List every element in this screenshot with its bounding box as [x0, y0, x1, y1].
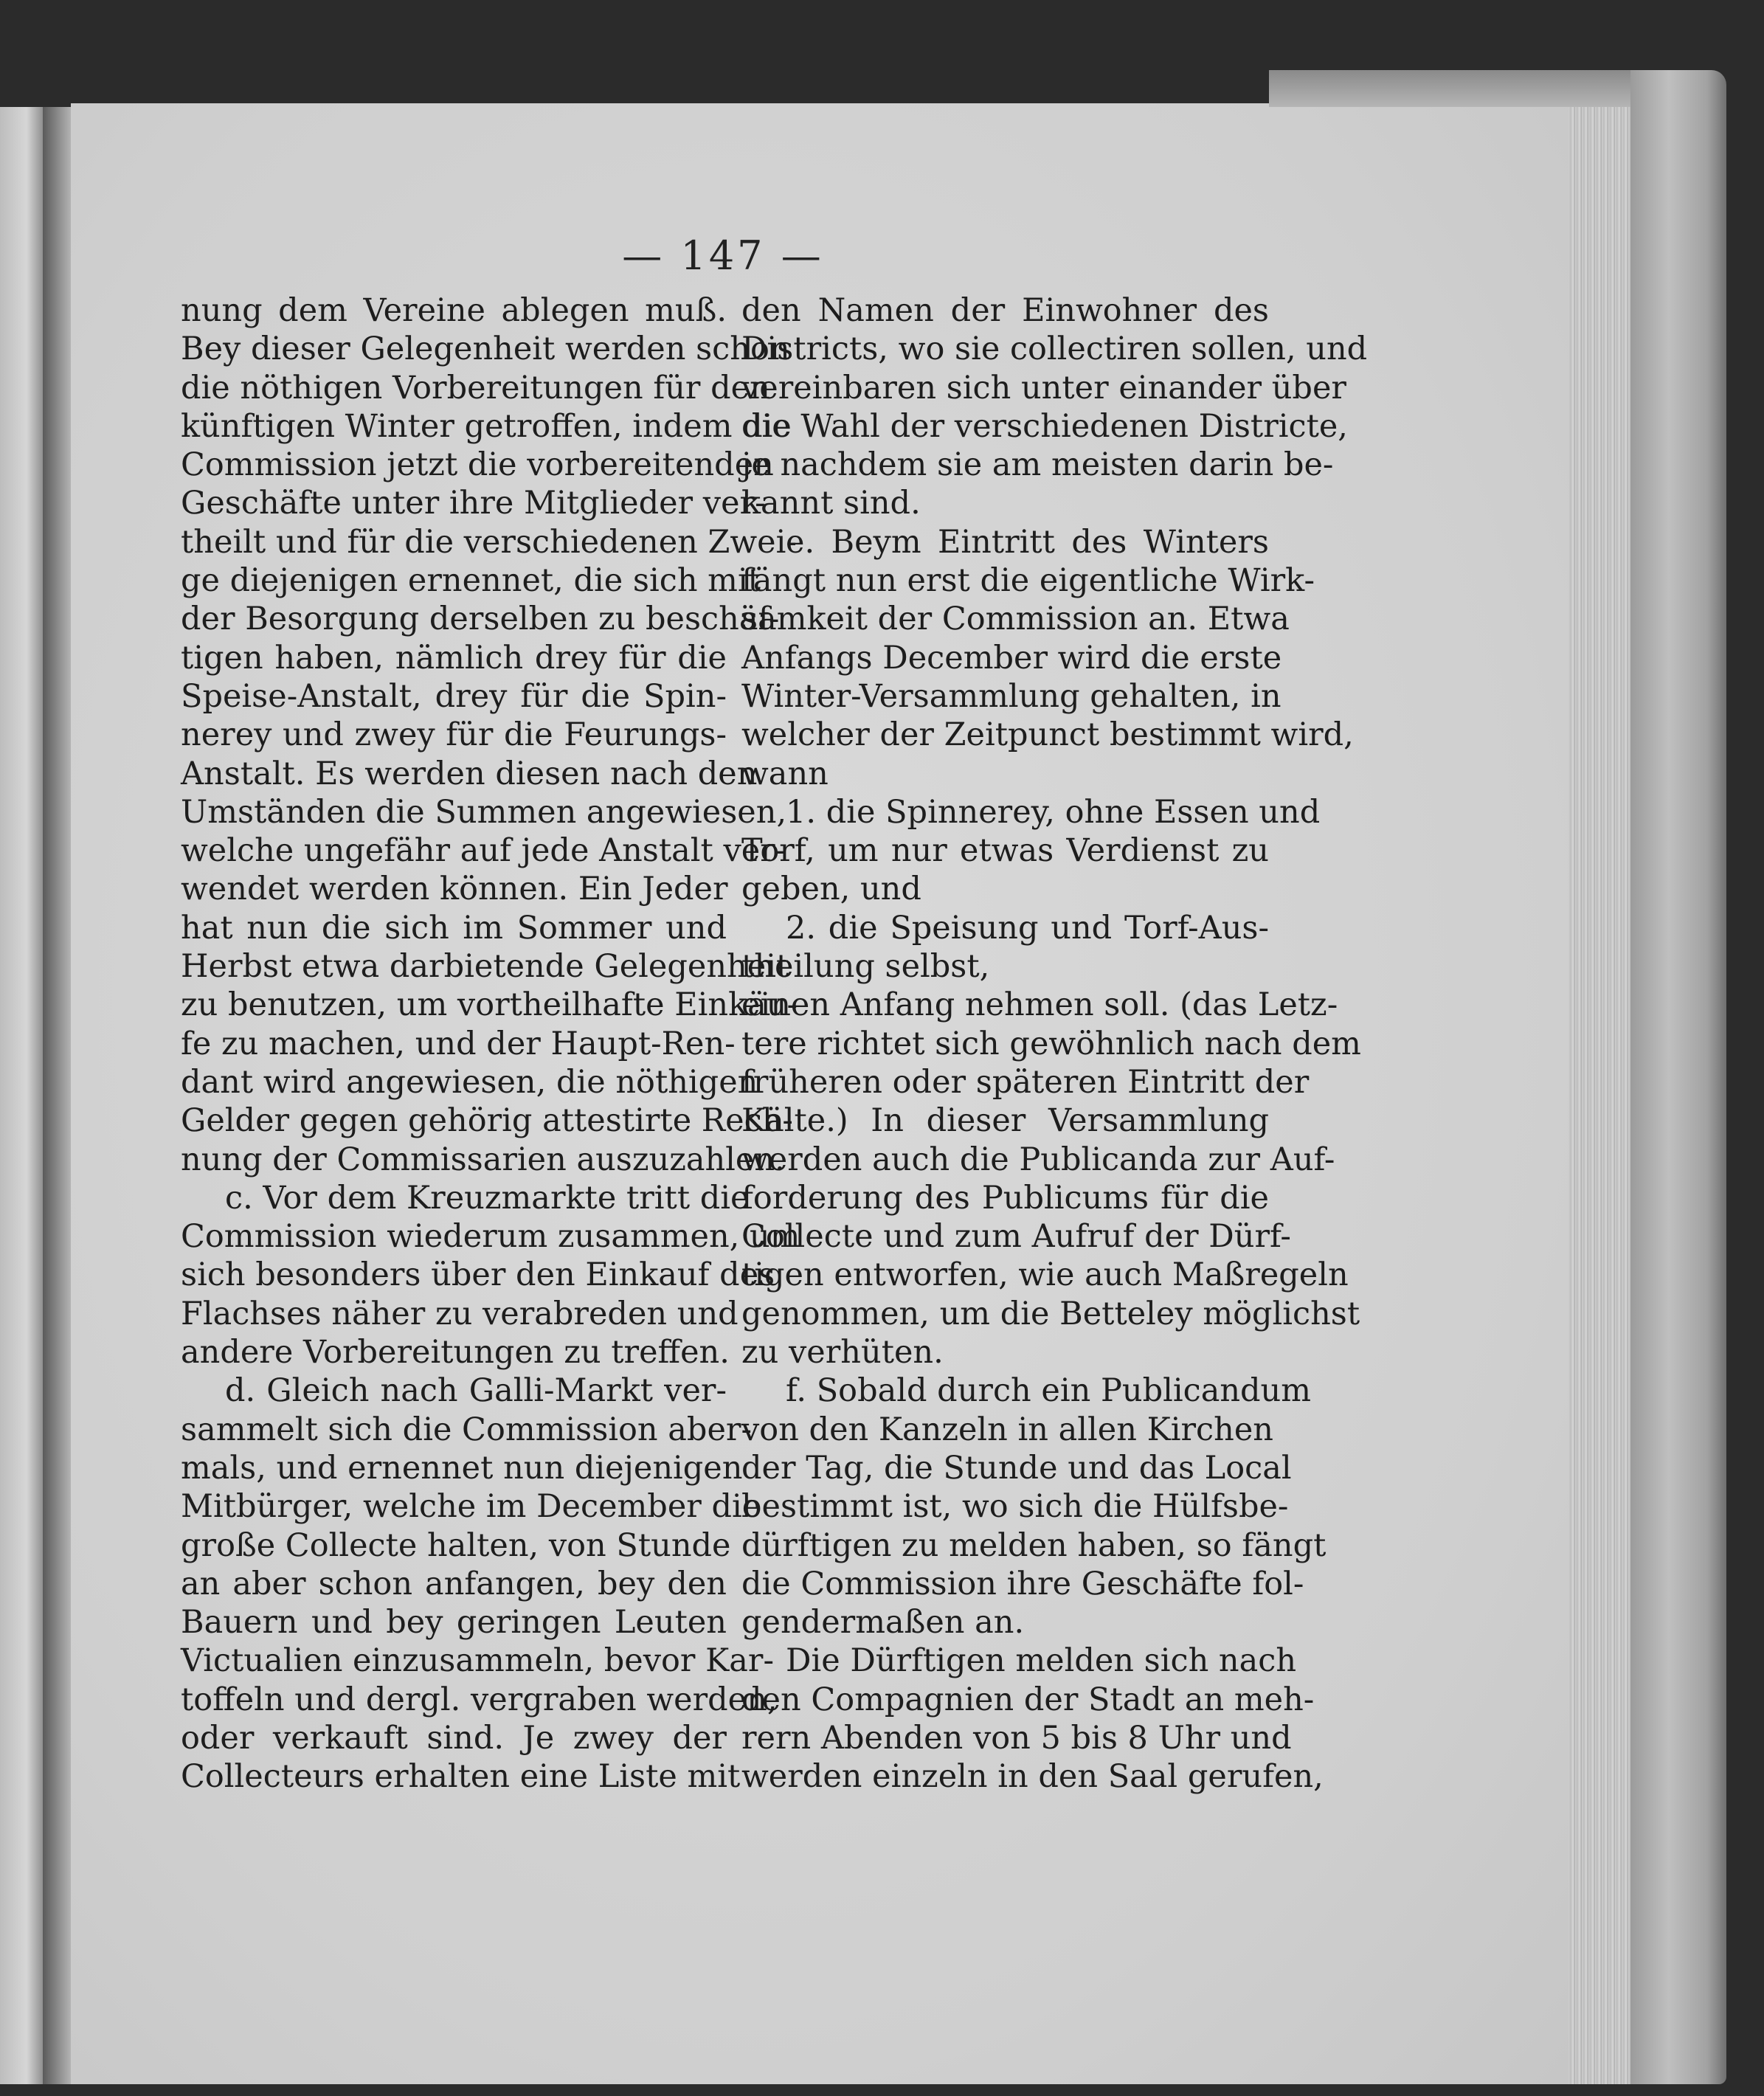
text-line: je nachdem sie am meisten darin be-: [741, 446, 1334, 484]
text-line: welcher der Zeitpunct bestimmt wird,: [741, 716, 1354, 754]
text-line: f. Sobald durch ein Publicandum: [786, 1372, 1312, 1410]
text-line: Flachses näher zu verabreden und: [181, 1295, 739, 1332]
text-line: Torf, um nur etwas Verdienst zu: [741, 832, 1269, 870]
text-line: Commission wiederum zusammen, um: [181, 1218, 800, 1256]
text-line: theilt und für die verschiedenen Zwei-: [181, 523, 797, 561]
text-line: tigen haben, nämlich drey für die: [181, 639, 727, 677]
text-line: nung dem Vereine ablegen muß.: [181, 292, 727, 329]
text-line: tere richtet sich gewöhnlich nach dem: [741, 1025, 1361, 1062]
text-line: dürftigen zu melden haben, so fängt: [741, 1526, 1327, 1564]
text-line: Mitbürger, welche im December die: [181, 1488, 761, 1526]
text-line: toffeln und dergl. vergraben werden,: [181, 1681, 778, 1718]
text-line: Collecte und zum Aufruf der Dürf-: [741, 1218, 1291, 1256]
text-line: d. Gleich nach Galli-Markt ver-: [225, 1372, 727, 1410]
text-line: geben, und: [741, 871, 921, 908]
book-gutter: [43, 107, 72, 2084]
text-line: Geschäfte unter ihre Mitglieder ver-: [181, 485, 766, 522]
scan-background: [0, 2084, 1764, 2096]
text-line: früheren oder späteren Eintritt der: [741, 1063, 1310, 1101]
text-line: die Commission ihre Geschäfte fol-: [741, 1565, 1304, 1602]
text-line: nerey und zwey für die Feurungs-: [181, 716, 727, 754]
text-line: künftigen Winter getroffen, indem die: [181, 407, 792, 445]
text-line: zu verhüten.: [741, 1334, 944, 1372]
text-line: rern Abenden von 5 bis 8 Uhr und: [741, 1719, 1292, 1757]
text-line: der Tag, die Stunde und das Local: [741, 1449, 1292, 1487]
text-line: werden einzeln in den Saal gerufen,: [741, 1758, 1324, 1796]
text-line: genommen, um die Betteley möglichst: [741, 1295, 1360, 1332]
text-line: Die Dürftigen melden sich nach: [786, 1642, 1297, 1680]
text-line: oder verkauft sind. Je zwey der: [181, 1719, 727, 1757]
text-line: nung der Commissarien auszuzahlen.: [181, 1141, 785, 1178]
text-line: einen Anfang nehmen soll. (das Letz-: [741, 986, 1338, 1024]
text-line: den Compagnien der Stadt an meh-: [741, 1681, 1315, 1718]
text-line: dant wird angewiesen, die nöthigen: [181, 1063, 758, 1101]
text-line: Bauern und bey geringen Leuten: [181, 1604, 727, 1642]
text-line: fe zu machen, und der Haupt-Ren-: [181, 1025, 736, 1062]
text-line: bestimmt ist, wo sich die Hülfsbe-: [741, 1488, 1289, 1526]
text-line: Anfangs December wird die erste: [741, 639, 1282, 677]
text-line: theilung selbst,: [741, 948, 990, 986]
text-line: werden auch die Publicanda zur Auf-: [741, 1141, 1335, 1178]
text-line: ge diejenigen ernennet, die sich mit: [181, 562, 761, 600]
text-line: wann: [741, 755, 829, 792]
text-line: 1. die Spinnerey, ohne Essen und: [786, 793, 1321, 831]
text-line: Commission jetzt die vorbereitenden: [181, 446, 774, 484]
text-line: c. Vor dem Kreuzmarkte tritt die: [225, 1179, 750, 1217]
text-line: wendet werden können. Ein Jeder: [181, 871, 728, 908]
text-line: sammelt sich die Commission aber-: [181, 1411, 752, 1448]
text-line: tigen entworfen, wie auch Maßregeln: [741, 1256, 1349, 1294]
text-line: Bey dieser Gelegenheit werden schon: [181, 331, 790, 368]
text-line: Districts, wo sie collectiren sollen, und: [741, 331, 1368, 368]
text-line: vereinbaren sich unter einander über: [741, 369, 1346, 407]
facing-page-edge: [0, 107, 44, 2084]
text-line: Winter-Versammlung gehalten, in: [741, 677, 1282, 715]
text-line: große Collecte halten, von Stunde: [181, 1526, 731, 1564]
text-line: Gelder gegen gehörig attestirte Rech-: [181, 1102, 793, 1140]
text-line: andere Vorbereitungen zu treffen.: [181, 1334, 730, 1372]
text-line: der Besorgung derselben zu beschäf-: [181, 601, 780, 638]
text-line: mals, und ernennet nun diejenigen: [181, 1449, 743, 1487]
text-line: von den Kanzeln in allen Kirchen: [741, 1411, 1273, 1448]
text-line: Herbst etwa darbietende Gelegenheit: [181, 948, 789, 986]
text-line: 2. die Speisung und Torf-Aus-: [786, 909, 1269, 947]
book-cover-board: [1630, 70, 1726, 2084]
text-line: Victualien einzusammeln, bevor Kar-: [181, 1642, 775, 1680]
text-line: die Wahl der verschiedenen Districte,: [741, 407, 1348, 445]
text-line: samkeit der Commission an. Etwa: [741, 601, 1290, 638]
text-line: fängt nun erst die eigentliche Wirk-: [741, 562, 1315, 600]
text-line: Kälte.) In dieser Versammlung: [741, 1102, 1269, 1140]
text-line: sich besonders über den Einkauf des: [181, 1256, 775, 1294]
text-line: den Namen der Einwohner des: [741, 292, 1269, 329]
text-line: zu benutzen, um vortheilhafte Einkäu-: [181, 986, 798, 1024]
text-line: kannt sind.: [741, 485, 921, 522]
page-block-edges: [1568, 103, 1635, 2088]
text-line: Anstalt. Es werden diesen nach den: [181, 755, 758, 792]
text-line: Collecteurs erhalten eine Liste mit: [181, 1758, 741, 1796]
text-line: hat nun die sich im Sommer und: [181, 909, 727, 947]
text-line: gendermaßen an.: [741, 1604, 1025, 1642]
text-line: e. Beym Eintritt des Winters: [786, 523, 1269, 561]
text-line: die nöthigen Vorbereitungen für den: [181, 369, 770, 407]
text-line: forderung des Publicums für die: [741, 1179, 1269, 1217]
text-line: an aber schon anfangen, bey den: [181, 1565, 727, 1602]
right-text-column: [741, 291, 1368, 1796]
text-line: welche ungefähr auf jede Anstalt ver-: [181, 832, 786, 870]
page-number: — 147 —: [622, 232, 824, 279]
text-line: Umständen die Summen angewiesen,: [181, 793, 787, 831]
text-line: Speise-Anstalt, drey für die Spin-: [181, 677, 727, 715]
